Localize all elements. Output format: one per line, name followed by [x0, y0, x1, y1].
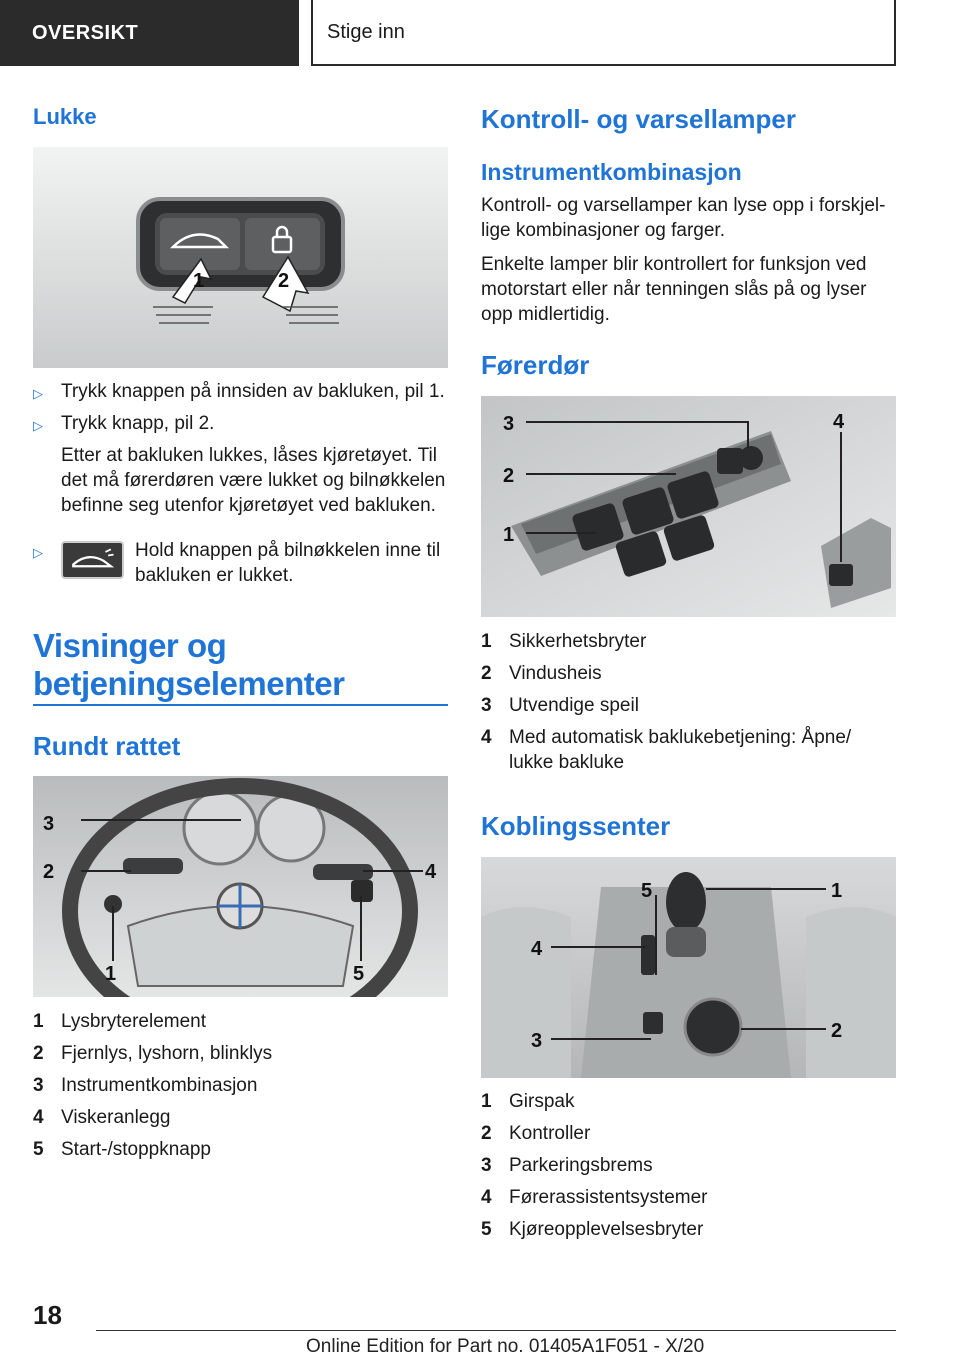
legend-text: Girspak	[509, 1091, 575, 1112]
heading-rundt-rattet: Rundt rattet	[33, 731, 181, 761]
legend-number: 2	[33, 1043, 44, 1064]
paragraph-line: befinne seg utenfor kjøretøyet ved bakluken.	[61, 495, 436, 516]
section-tab[interactable]: OVERSIKT	[0, 0, 299, 66]
legend-text: Kontroller	[509, 1123, 591, 1144]
paragraph-line: Etter at bakluken lukkes, låses kjøretøyet. Til	[61, 445, 437, 466]
fig-label: 5	[353, 963, 365, 985]
legend-number: 4	[481, 727, 492, 748]
fig-label: 5	[641, 880, 653, 902]
heading-rule	[33, 704, 448, 706]
legend-text: Lysbryterelement	[61, 1011, 207, 1032]
legend-text: Parkeringsbrems	[509, 1155, 653, 1176]
center-console-figure	[481, 857, 896, 1078]
fig-label: 4	[425, 861, 437, 883]
subheading-instrument: Instrumentkombinasjon	[481, 159, 742, 185]
legend-number: 3	[481, 695, 492, 716]
driver-door-figure	[481, 396, 896, 617]
paragraph-line: lige kombinasjoner og farger.	[481, 220, 725, 241]
paragraph-line: Kontroll- og varsellamper kan lyse opp i forskjel-	[481, 195, 886, 216]
fig-label: 4	[833, 411, 845, 433]
legend-text: Instrumentkombinasjon	[61, 1075, 258, 1096]
fig-label: 3	[503, 413, 515, 435]
heading-visninger-l2: betjeningselementer	[33, 665, 345, 702]
heading-kontroll: Kontroll- og varsellamper	[481, 104, 796, 134]
legend-text-continued: lukke bakluke	[509, 752, 625, 773]
heading-koblingssenter: Koblingssenter	[481, 811, 671, 841]
fig-label: 1	[503, 524, 515, 546]
fig-label: 2	[278, 270, 290, 292]
bullet-triangle-icon: ▷	[33, 386, 43, 401]
footer-rule	[96, 1330, 896, 1331]
bullet-text: Hold knappen på bilnøkkelen inne til	[135, 540, 441, 561]
legend-text: Viskeranlegg	[61, 1107, 171, 1128]
heading-visninger-l1: Visninger og	[33, 627, 227, 664]
paragraph-line: opp midlertidig.	[481, 304, 610, 325]
fig-label: 1	[193, 270, 205, 292]
paragraph-line: motorstart eller når tenningen slås på og lyser	[481, 279, 867, 300]
legend-text: Førerassistentsystemer	[509, 1187, 708, 1208]
legend-number: 5	[481, 1219, 492, 1240]
legend-text: Utvendige speil	[509, 695, 639, 716]
fig-label: 2	[503, 465, 515, 487]
legend-text: Kjøreopplevelsesbryter	[509, 1219, 704, 1240]
legend-number: 3	[33, 1075, 44, 1096]
steering-wheel-figure	[33, 776, 448, 997]
tailgate-buttons-figure	[33, 147, 448, 368]
legend-text: Start-/stoppknapp	[61, 1139, 211, 1160]
legend-text: Vindusheis	[509, 663, 602, 684]
legend-text: Sikkerhetsbryter	[509, 631, 647, 652]
bullet-triangle-icon: ▷	[33, 418, 43, 433]
legend-text: Med automatisk baklukebetjening: Åpne/	[509, 727, 852, 748]
bullet-triangle-icon: ▷	[33, 545, 43, 560]
fig-label: 2	[43, 861, 55, 883]
legend-number: 4	[481, 1187, 492, 1208]
legend-number: 1	[481, 1091, 492, 1112]
fig-label: 4	[531, 938, 543, 960]
fig-label: 3	[531, 1030, 543, 1052]
bullet-text: Trykk knappen på innsiden av bakluken, pil 1.	[61, 381, 445, 402]
fig-label: 2	[831, 1020, 843, 1042]
legend-number: 5	[33, 1139, 44, 1160]
paragraph-line: det må førerdøren være lukket og bilnøkkelen	[61, 470, 446, 491]
fig-label: 3	[43, 813, 55, 835]
legend-number: 2	[481, 1123, 492, 1144]
bullet-text: bakluken er lukket.	[135, 565, 294, 586]
fig-label: 1	[831, 880, 843, 902]
page-number: 18	[33, 1300, 62, 1330]
page-header	[0, 0, 960, 66]
chapter-title: Stige inn	[311, 0, 896, 66]
paragraph-line: Enkelte lamper blir kontrollert for funksjon ved	[481, 254, 867, 275]
fig-label: 1	[105, 963, 117, 985]
bullet-text: Trykk knapp, pil 2.	[61, 413, 215, 434]
legend-number: 2	[481, 663, 492, 684]
legend-text: Fjernlys, lyshorn, blinklys	[61, 1043, 273, 1064]
car-tailgate-icon	[61, 541, 124, 579]
legend-number: 1	[33, 1011, 44, 1032]
heading-lukke: Lukke	[33, 104, 97, 129]
edition-note: Online Edition for Part no. 01405A1F051 - X/20	[306, 1336, 705, 1357]
legend-number: 3	[481, 1155, 492, 1176]
legend-number: 1	[481, 631, 492, 652]
heading-forerdor: Førerdør	[481, 350, 590, 380]
legend-number: 4	[33, 1107, 44, 1128]
